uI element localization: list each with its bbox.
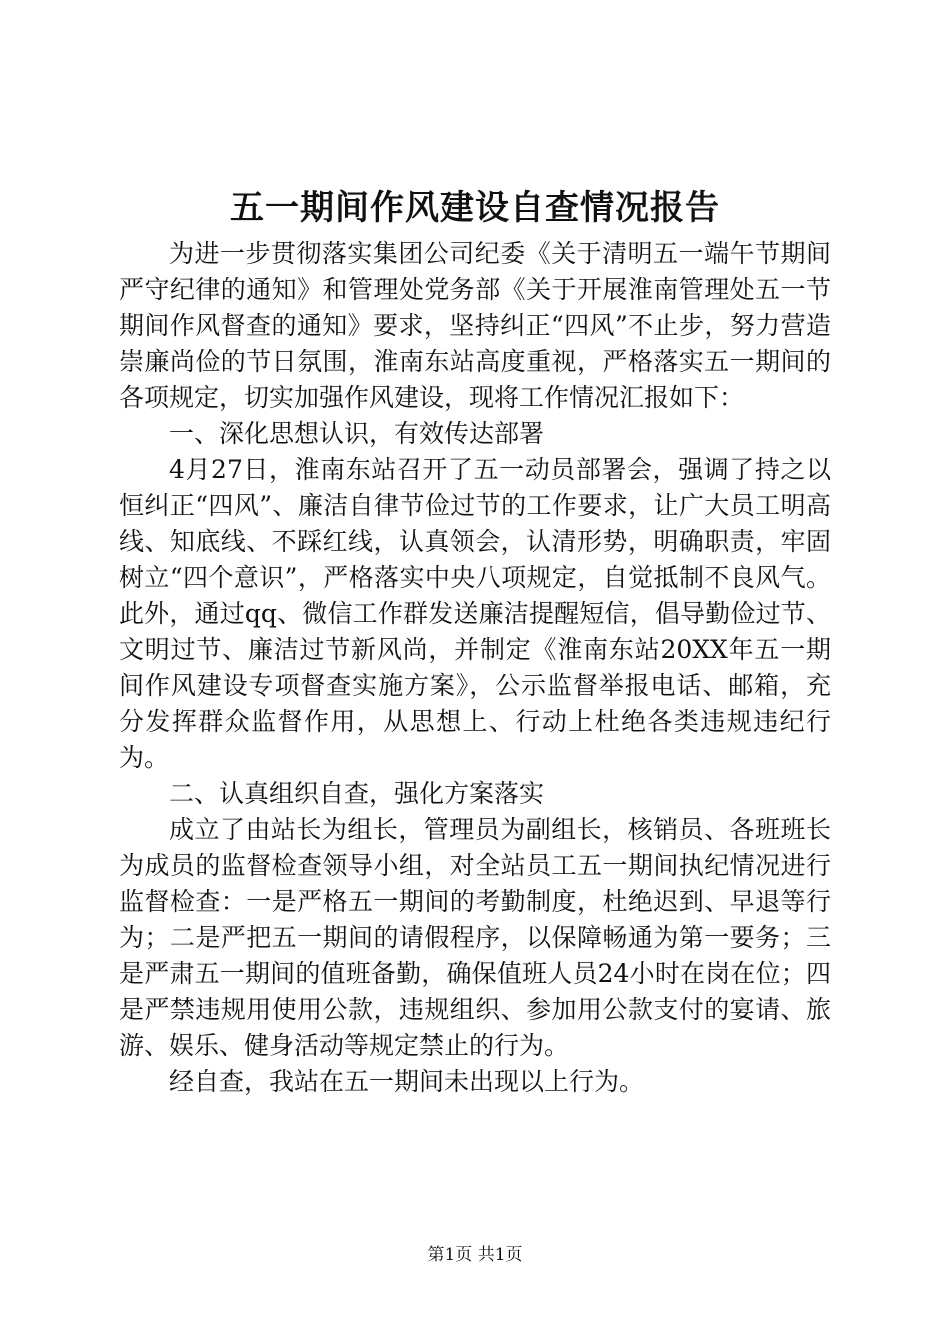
document-title: 五一期间作风建设自查情况报告 <box>230 188 720 228</box>
conclusion-paragraph: 经自查，我站在五一期间未出现以上行为。 <box>169 1067 645 1096</box>
page-footer: 第1页 共1页 <box>427 1245 523 1265</box>
section-heading-1: 一、深化思想认识，有效传达部署 <box>169 419 545 448</box>
section-1-paragraph: 4月27日，淮南东站召开了五一动员部署会，强调了持之以恒纠正“四风”、廉洁自律节俭过节的工作要求，让广大员工明高线、知底线、不踩红线，认真领会，认清形势，明确职责，牢固树立“四个意识”，严格落实中央八项规定，自觉抵制不良风气。此外，通过qq、微信工作群发送廉洁提醒短信，倡导勤俭过节、文明过节、廉洁过节新风尚，并制定《淮南东站20XX年五一期间作风建设专项督查实施方案》，公示监督举报电话、邮箱，充分发挥群众监督作用，从思想上、行动上杜绝各类违规违纪行为。 <box>119 455 831 772</box>
section-heading-2: 二、认真组织自查，强化方案落实 <box>169 779 545 808</box>
section-2-paragraph: 成立了由站长为组长，管理员为副组长，核销员、各班班长为成员的监督检查领导小组，对全站员工五一期间执纪情况进行监督检查：一是严格五一期间的考勤制度，杜绝迟到、早退等行为；二是严把五一期间的请假程序，以保障畅通为第一要务；三是严肃五一期间的值班备勤，确保值班人员24小时在岗在位；四是严禁违规用使用公款，违规组织、参加用公款支付的宴请、旅游、娱乐、健身活动等规定禁止的行为。 <box>119 815 831 1060</box>
document-body <box>119 236 831 1100</box>
intro-paragraph: 为进一步贯彻落实集团公司纪委《关于清明五一端午节期间严守纪律的通知》和管理处党务部《关于开展淮南管理处五一节期间作风督查的通知》要求，坚持纠正“四风”不止步，努力营造崇廉尚俭的节日氛围，淮南东站高度重视，严格落实五一期间的各项规定，切实加强作风建设，现将工作情况汇报如下： <box>119 239 831 412</box>
